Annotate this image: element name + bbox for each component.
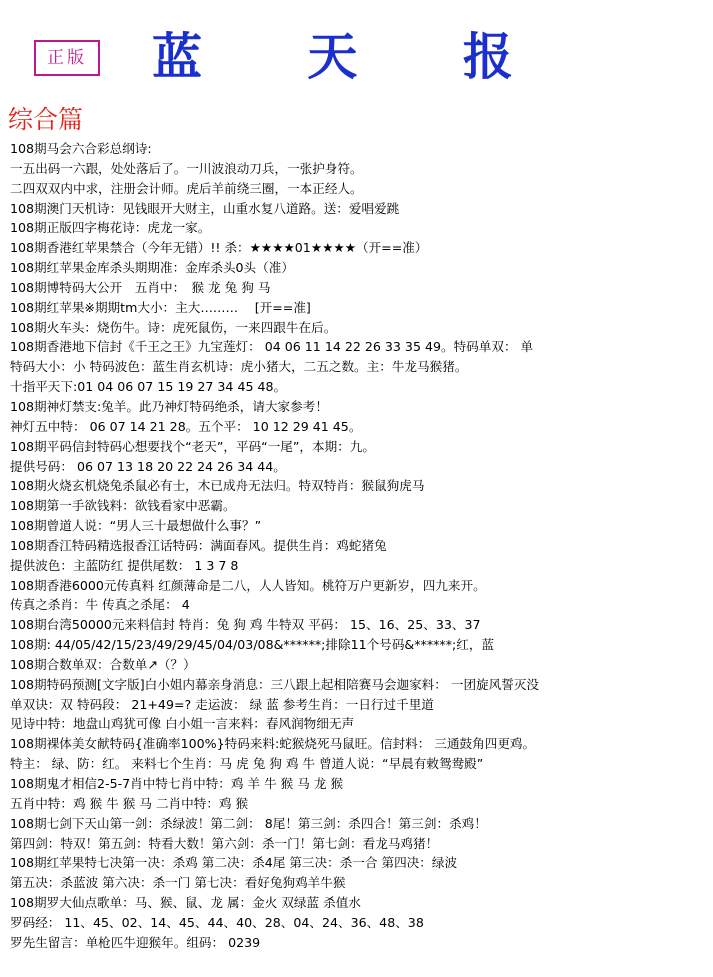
text-line: 108期澳门天机诗：见钱眼开大财主，山重水复八道路。送：爱唱爱跳 [10,200,400,216]
text-line: 108期红苹果特七决第一决：杀鸡 第二决：杀4尾 第三决：杀一合 第四决：绿波 [10,855,458,871]
text-line: 罗码经： 11、45、02、14、45、44、40、28、04、24、36、48、38 [10,914,424,930]
section-title: 综合篇 [8,105,84,134]
newspaper-title: 蓝 天 报 [152,27,557,86]
text-line: 第四剑：特双！第五剑：特看大数！第六剑：杀一门！第七剑：看龙马鸡猪！ [10,835,439,851]
text-line: 108期马会六合彩总纲诗: [10,141,152,156]
text-line: 108期正版四字梅花诗：虎龙一家。 [10,220,211,236]
text-line: 108期特码预测[文字版]白小姐内幕亲身消息：三八跟上起相陪赛马会迦家料： 一团旋风誓灭没 [10,676,540,692]
text-line: 提供波色：主蓝防红 提供尾数： 1 3 7 8 [10,557,239,573]
text-line: 108期香港6000元传真料 红颜薄命是二八，人人皆知。桃符万户更新岁，四九来开。 [10,577,486,593]
text-line: 108期七剑下天山第一剑：杀绿波！第二剑： 8尾！第三剑：杀四合！第三剑：杀鸡！ [10,815,487,831]
text-line: 108期平码信封特码心想要找个“老天”，平码“一尾”，本期：九。 [10,438,375,454]
text-line: 见诗中特：地盘山鸡犹可像 白小姐一言来料：春风润物细无声 [10,716,355,732]
text-line: 108期红苹果※期期tm大小：主大……… [开==准] [10,299,311,315]
text-line: 108期合数单双：合数单↗（？） [10,656,196,672]
genuine-edition-badge: 正版 [34,40,100,76]
text-line: 特主： 绿、防：红。 来料七个生肖：马 虎 兔 狗 鸡 牛 曾道人说：“早晨有敕鸳鸯殿” [10,756,484,772]
text-line: 108期第一手欲钱料：欲钱看家中恶霸。 [10,498,236,514]
text-line: 一五出码一六跟，处处落后了。一川波浪动刀兵，一张护身符。 [10,160,363,176]
text-line: 五肖中特：鸡 猴 牛 猴 马 二肖中特：鸡 猴 [10,795,249,811]
text-line: 罗先生留言：单枪匹牛迎猴年。组码： 0239 [10,934,261,950]
content-lines [10,139,710,953]
text-line: 108期香江特码精选报香江话特码：满面春风。提供生肖：鸡蛇猪兔 [10,537,387,553]
text-line: 108期曾道人说：“男人三十最想做什么事？” [10,518,262,534]
text-line: 提供号码： 06 07 13 18 20 22 24 26 34 44。 [10,458,286,474]
text-line: 108期香港红苹果禁合（今年无错）!! 杀：★★★★01★★★★（开==准） [10,240,428,256]
text-line: 108期鬼才相信2-5-7肖中特七肖中特：鸡 羊 牛 猴 马 龙 猴 [10,776,344,791]
text-line: 单双诀：双 特码段： 21+49=? 走运波： 绿 蓝 参考生肖：一日行过千里道 [10,696,434,712]
text-line: 108期裸体美女献特码{准确率100%}特码来料:蛇猴烧死马鼠旺。信封料： 三通鼓角四更鸡。 [10,736,536,752]
text-line: 108期香港地下信封《千王之王》九宝莲灯： 04 06 11 14 22 26 33 35 49。特码单双： 单 [10,339,534,355]
text-line: 108期: 44/05/42/15/23/49/29/45/04/03/08&******;排除11个号码&******;红，蓝 [10,637,495,653]
text-line: 传真之杀肖：牛 传真之杀尾： 4 [10,597,190,613]
text-line: 神灯五中特： 06 07 14 21 28。五个平： 10 12 29 41 45。 [10,418,362,434]
text-line: 108期红苹果金库杀头期期准：金库杀头0头（准） [10,260,294,276]
text-line: 108期博特码大公开 五肖中： 猴 龙 兔 狗 马 [10,279,271,295]
text-line: 十指平天下:01 04 06 07 15 19 27 34 45 48。 [10,379,287,395]
text-line: 第五决：杀蓝波 第六决：杀一门 第七决：看好兔狗鸡羊牛猴 [10,875,346,891]
text-line: 108期台湾50000元来料信封 特肖：兔 狗 鸡 牛特双 平码： 15、16、25、33、37 [10,617,481,633]
text-line: 特码大小：小 特码波色：蓝生肖玄机诗：虎小猪大，二五之数。主：牛龙马猴猪。 [10,359,468,375]
text-line: 108期火烧玄机烧兔杀鼠必有士，木已成舟无法归。特双特肖：猴鼠狗虎马 [10,478,425,494]
text-line: 二四双双内中求，注册会计师。虎后羊前绕三圈，一本正经人。 [10,180,363,196]
text-line: 108期罗大仙点歌单：马、猴、鼠、龙 属：金火 双绿蓝 杀值水 [10,895,361,911]
text-line: 108期火车头：烧伤牛。诗：虎死鼠伤，一来四跟牛在后。 [10,319,337,335]
text-line: 108期神灯禁支:兔羊。此乃神灯特码绝杀，请大家参考！ [10,398,328,414]
